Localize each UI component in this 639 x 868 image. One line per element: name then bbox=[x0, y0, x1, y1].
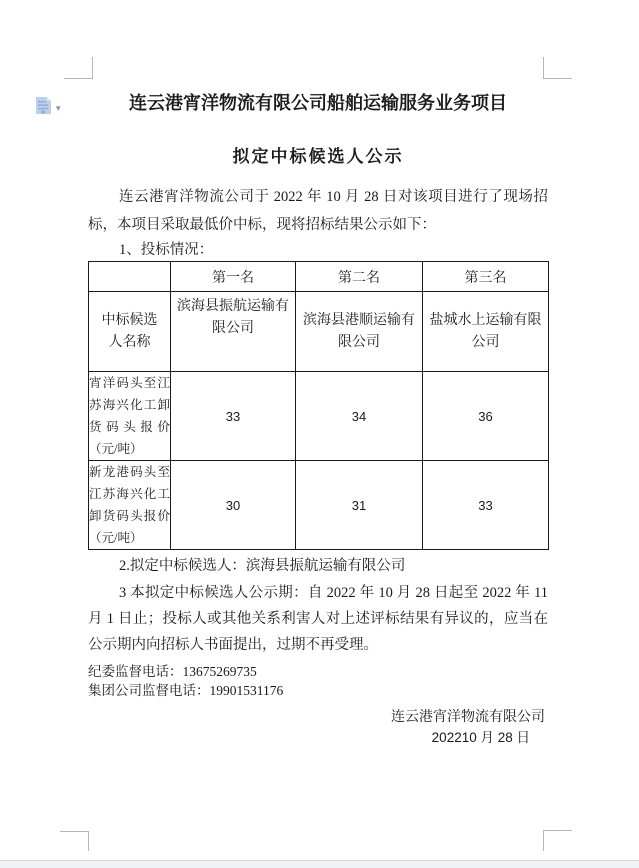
section1-heading: 1、投标情况： bbox=[119, 242, 214, 258]
paste-options-button[interactable] bbox=[34, 96, 72, 120]
price-xinlonggang-candidate-1: 30 bbox=[171, 461, 296, 550]
section2-text: 2.拟定中标候选人：滨海县振航运输有限公司 bbox=[119, 558, 406, 574]
signature-date: 202210 月 28 日 bbox=[431, 730, 530, 745]
table-row-price-xiaoyang bbox=[89, 372, 549, 461]
supervision-phone-1: 纪委监督电话：13675269735 bbox=[88, 664, 257, 679]
document-content bbox=[88, 78, 548, 748]
header-cell-rank1: 第一名 bbox=[171, 262, 296, 292]
table-row-candidate-names bbox=[89, 292, 549, 372]
price-xinlonggang-candidate-3: 33 bbox=[423, 461, 549, 550]
table-header-row bbox=[89, 262, 549, 292]
row-label-candidate-names: 中标候选人名称 bbox=[89, 292, 171, 372]
text-boundary-mark-bottom-left bbox=[60, 831, 89, 851]
header-cell-rank2: 第二名 bbox=[296, 262, 423, 292]
text-boundary-mark-top-left bbox=[64, 57, 93, 79]
header-cell-empty bbox=[89, 262, 171, 292]
text-boundary-mark-bottom-right bbox=[543, 830, 572, 851]
bid-results-table bbox=[88, 261, 549, 550]
paste-document-icon bbox=[34, 95, 53, 121]
intro-paragraph: 连云港宵洋物流公司于 2022 年 10 月 28 日对该项目进行了现场招标，本项目采取最低价中标，现将招标结果公示如下： bbox=[88, 189, 548, 233]
row-label-price-xiaoyang: 宵洋码头至江苏海兴化工卸货码头报价（元/吨） bbox=[89, 372, 171, 461]
row-label-price-xinlonggang: 新龙港码头至江苏海兴化工卸货码头报价（元/吨） bbox=[89, 461, 171, 550]
candidate-3-name: 盐城水上运输有限公司 bbox=[423, 292, 549, 372]
price-xinlonggang-candidate-2: 31 bbox=[296, 461, 423, 550]
document-title: 连云港宵洋物流有限公司船舶运输服务业务项目 bbox=[129, 93, 507, 113]
header-cell-rank3: 第三名 bbox=[423, 262, 549, 292]
chevron-down-icon[interactable]: ▾ bbox=[56, 102, 61, 113]
candidate-1-name: 滨海县振航运输有限公司 bbox=[171, 292, 296, 372]
price-xiaoyang-candidate-3: 36 bbox=[423, 372, 549, 461]
price-xiaoyang-candidate-2: 34 bbox=[296, 372, 423, 461]
price-xiaoyang-candidate-1: 33 bbox=[171, 372, 296, 461]
page-edge-band bbox=[0, 860, 639, 868]
candidate-2-name: 滨海县港顺运输有限公司 bbox=[296, 292, 423, 372]
table-row-price-xinlonggang bbox=[89, 461, 549, 550]
signature-company: 连云港宵洋物流有限公司 bbox=[391, 710, 545, 725]
section3-text: 3 本拟定中标候选人公示期：自 2022 年 10 月 28 日起至 2022 年 11 月 1 日止；投标人或其他关系利害人对上述评标结果有异议的，应当在公示期内向招标人书面提出，过期不再受理。 bbox=[88, 585, 548, 653]
text-boundary-mark-top-right bbox=[543, 57, 572, 79]
document-subtitle: 拟定中标候选人公示 bbox=[232, 147, 404, 166]
supervision-phone-2: 集团公司监督电话：19901531176 bbox=[88, 683, 284, 698]
